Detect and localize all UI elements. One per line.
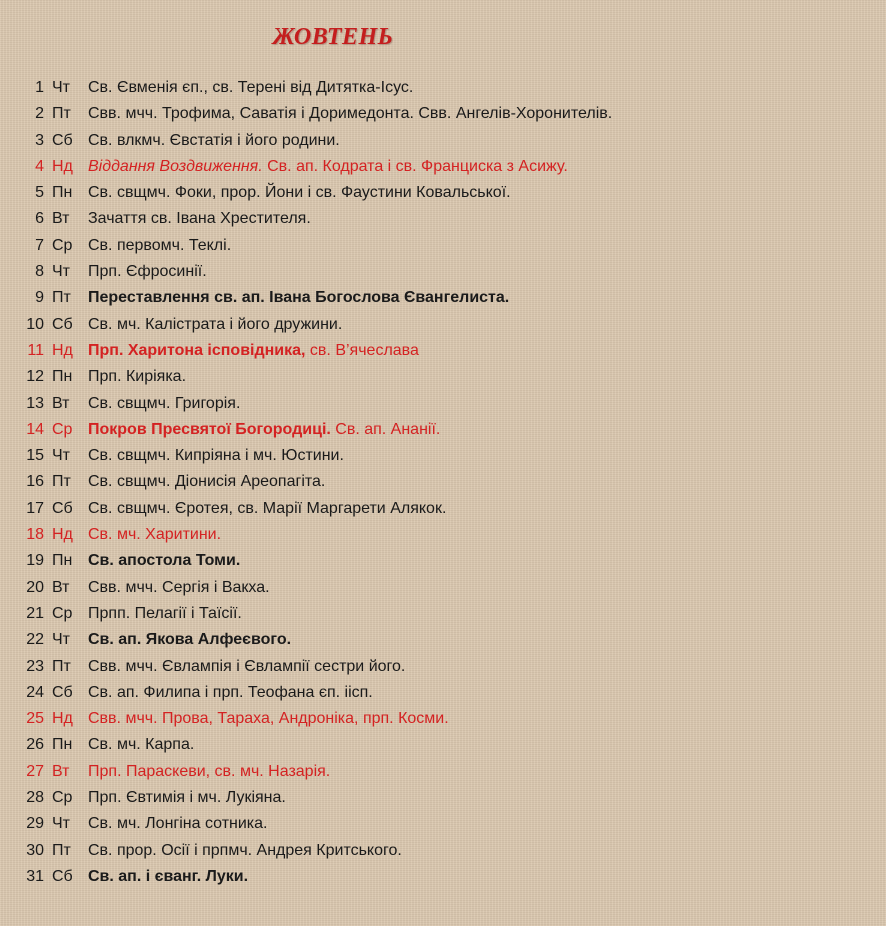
feast-text: [88, 785, 286, 811]
calendar-row: [0, 601, 886, 627]
feast-text: [88, 206, 311, 232]
day-number: 17: [26, 499, 44, 517]
calendar-row: [0, 838, 886, 864]
feast-text: [88, 180, 511, 206]
feast-text: [88, 548, 240, 574]
feast-text: [88, 469, 325, 495]
feast-segment: Св. свщмч. Григорія.: [88, 394, 241, 412]
feast-segment: Св. мч. Карпа.: [88, 736, 195, 754]
day-number: 3: [35, 131, 44, 149]
calendar-row: [0, 627, 886, 653]
calendar-row: [0, 233, 886, 259]
calendar-row: [0, 864, 886, 890]
feast-text: [88, 654, 405, 680]
calendar-row: [0, 259, 886, 285]
calendar-row: [0, 180, 886, 206]
calendar-row: [0, 654, 886, 680]
calendar-row: [0, 128, 886, 154]
feast-text: [88, 75, 413, 101]
feast-segment: Зачаття св. Івана Хрестителя.: [88, 210, 311, 228]
day-number: 23: [26, 657, 44, 675]
weekday: Вт: [52, 762, 70, 780]
feast-text: [88, 285, 509, 311]
weekday: Вт: [52, 210, 70, 228]
feast-text: [88, 496, 446, 522]
weekday: Пн: [52, 736, 73, 754]
calendar-row: [0, 575, 886, 601]
day-number: 24: [26, 683, 44, 701]
weekday: Пт: [52, 657, 71, 675]
day-number: 10: [26, 315, 44, 333]
weekday: Чт: [52, 263, 70, 281]
feast-text: [88, 522, 221, 548]
feast-text: [88, 154, 568, 180]
day-number: 18: [26, 526, 44, 544]
calendar-row: [0, 759, 886, 785]
calendar-row: [0, 680, 886, 706]
weekday: Сб: [52, 315, 73, 333]
calendar-row: [0, 364, 886, 390]
weekday: Нд: [52, 341, 73, 359]
weekday: Чт: [52, 79, 70, 96]
calendar-row: [0, 443, 886, 469]
day-number: 25: [26, 710, 44, 728]
feast-segment: Св. свщмч. Кипріяна і мч. Юстини.: [88, 447, 344, 465]
weekday: Чт: [52, 631, 70, 649]
feast-text: [88, 759, 330, 785]
calendar-row: [0, 154, 886, 180]
feast-segment: Св. ап. Якова Алфеєвого.: [88, 631, 292, 649]
feast-segment: Св. ап. Филипа і прп. Теофана єп. іісп.: [88, 683, 373, 701]
feast-text: [88, 338, 419, 364]
weekday: Нд: [52, 157, 73, 175]
feast-segment: Свв. мчч. Євлампія і Євлампії сестри його.: [88, 657, 406, 675]
feast-segment: Св. прор. Осії і прпмч. Андрея Критського.: [88, 841, 402, 859]
feast-segment: Свв. мчч. Прова, Тараха, Андроніка, прп. Косми.: [88, 710, 449, 728]
weekday: Ср: [52, 236, 73, 254]
feast-segment: Св. свщмч. Єротея, св. Марії Маргарети Алякок.: [88, 499, 447, 517]
feast-text: [88, 680, 373, 706]
weekday: Чт: [52, 815, 70, 833]
feast-text: [88, 312, 342, 338]
day-number: 21: [26, 604, 44, 622]
feast-segment: св. В’ячеслава: [305, 341, 419, 359]
feast-segment: Св. Євменія єп., св. Терені від Дитятка-Ісус.: [88, 79, 414, 96]
calendar-row: [0, 732, 886, 758]
calendar-row: [0, 811, 886, 837]
feast-segment: Покров Пресвятої Богородиці.: [88, 420, 331, 438]
day-number: 22: [26, 631, 44, 649]
weekday: Пт: [52, 841, 71, 859]
day-number: 14: [26, 420, 44, 438]
feast-segment: Свв. мчч. Сергія і Вакха.: [88, 578, 270, 596]
calendar-row: [0, 338, 886, 364]
day-number: 8: [35, 263, 44, 281]
feast-text: [88, 838, 402, 864]
feast-text: [88, 864, 248, 890]
feast-segment: Прп. Єфросинії.: [88, 263, 207, 281]
weekday: Ср: [52, 420, 73, 438]
day-number: 7: [35, 236, 44, 254]
calendar-row: [0, 391, 886, 417]
feast-segment: Прп. Харитона ісповідника,: [88, 341, 306, 359]
calendar-row: [0, 312, 886, 338]
month-title: ЖОВТЕНЬ: [272, 24, 394, 50]
feast-segment: Св. влкмч. Євстатія і його родини.: [88, 131, 340, 149]
feast-text: [88, 601, 242, 627]
day-number: 28: [26, 789, 44, 807]
day-number: 29: [26, 815, 44, 833]
day-number: 20: [26, 578, 44, 596]
day-number: 13: [26, 394, 44, 412]
feast-segment: Св. мч. Харитини.: [88, 526, 222, 544]
feast-segment: Св. свщмч. Фоки, прор. Йони і св. Фаустини Ковальської.: [88, 184, 511, 202]
weekday: Нд: [52, 710, 73, 728]
feast-segment: Віддання Воздвиження.: [88, 157, 263, 175]
day-number: 27: [26, 762, 44, 780]
calendar-row: [0, 101, 886, 127]
feast-segment: Прпп. Пелагії і Таїсії.: [88, 604, 242, 622]
day-number: 15: [26, 447, 44, 465]
feast-segment: Св. мч. Лонгіна сотника.: [88, 815, 268, 833]
calendar-list: [0, 75, 886, 890]
day-number: 2: [35, 105, 44, 123]
calendar-row: [0, 417, 886, 443]
calendar-row: [0, 206, 886, 232]
day-number: 1: [35, 79, 44, 96]
weekday: Пн: [52, 368, 73, 386]
weekday: Нд: [52, 526, 73, 544]
feast-segment: Св. мч. Калістрата і його дружини.: [88, 315, 343, 333]
day-number: 6: [35, 210, 44, 228]
day-number: 26: [26, 736, 44, 754]
calendar-row: [0, 706, 886, 732]
feast-text: [88, 233, 231, 259]
feast-segment: Прп. Параскеви, св. мч. Назарія.: [88, 762, 331, 780]
weekday: Сб: [52, 683, 73, 701]
weekday: Сб: [52, 131, 73, 149]
weekday: Вт: [52, 578, 70, 596]
feast-text: [88, 443, 344, 469]
weekday: Сб: [52, 867, 73, 885]
weekday: Пт: [52, 105, 71, 123]
calendar-row: [0, 522, 886, 548]
day-number: 31: [26, 867, 44, 885]
feast-segment: Св. первомч. Теклі.: [88, 236, 232, 254]
calendar-row: [0, 75, 886, 101]
weekday: Чт: [52, 447, 70, 465]
weekday: Ср: [52, 604, 73, 622]
feast-segment: Прп. Киріяка.: [88, 368, 187, 386]
calendar-row: [0, 548, 886, 574]
calendar-row: [0, 785, 886, 811]
day-number: 4: [35, 157, 44, 175]
feast-segment: Св. ап. Ананії.: [330, 420, 441, 438]
weekday: Пн: [52, 552, 73, 570]
calendar-row: [0, 496, 886, 522]
feast-segment: Св. свщмч. Діонисія Ареопагіта.: [88, 473, 326, 491]
feast-text: [88, 259, 207, 285]
feast-segment: Св. ап. і єванг. Луки.: [88, 867, 249, 885]
feast-text: [88, 101, 612, 127]
weekday: Пт: [52, 473, 71, 491]
feast-segment: Переставлення св. ап. Івана Богослова Євангелиста.: [88, 289, 510, 307]
feast-segment: Прп. Євтимія і мч. Лукіяна.: [88, 789, 286, 807]
feast-text: [88, 128, 340, 154]
day-number: 30: [26, 841, 44, 859]
weekday: Ср: [52, 789, 73, 807]
feast-segment: Св. апостола Томи.: [88, 552, 241, 570]
day-number: 19: [26, 552, 44, 570]
feast-text: [88, 364, 186, 390]
feast-text: [88, 627, 291, 653]
feast-segment: Св. ап. Кодрата і св. Франциска з Асижу.: [262, 157, 568, 175]
calendar-row: [0, 285, 886, 311]
feast-text: [88, 811, 268, 837]
day-number: 9: [35, 289, 44, 307]
feast-text: [88, 391, 240, 417]
day-number: 5: [35, 184, 44, 202]
day-number: 11: [27, 341, 44, 359]
weekday: Сб: [52, 499, 73, 517]
feast-text: [88, 732, 194, 758]
weekday: Пт: [52, 289, 71, 307]
feast-text: [88, 575, 270, 601]
weekday: Пн: [52, 184, 73, 202]
day-number: 16: [26, 473, 44, 491]
feast-text: [88, 417, 440, 443]
calendar-row: [0, 469, 886, 495]
day-number: 12: [26, 368, 44, 386]
feast-text: [88, 706, 449, 732]
feast-segment: Свв. мчч. Трофима, Саватія і Доримедонта. Свв. Ангелів-Хоронителів.: [88, 105, 613, 123]
weekday: Вт: [52, 394, 70, 412]
